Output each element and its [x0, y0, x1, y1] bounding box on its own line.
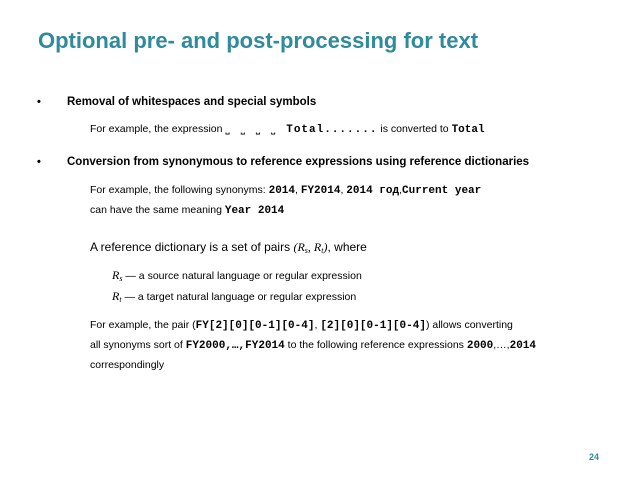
pair-open: ( [293, 240, 298, 254]
dict-text-suffix: , where [327, 240, 367, 254]
pair-suffix: ) allows converting [425, 319, 513, 331]
example-prefix: For example, the expression [90, 123, 223, 135]
range-mid: ,…, [225, 340, 246, 352]
comma: , [295, 184, 298, 196]
dict-text-prefix: A reference dictionary is a set of pairs [90, 240, 291, 254]
rs-definition [112, 268, 362, 286]
example-output: Total [451, 124, 485, 136]
pair-right-expr: [2][0][0-1][0-4] [320, 320, 426, 332]
conv-to-2: 2014 [509, 340, 537, 352]
comma: , [399, 184, 403, 196]
dictionary-definition [90, 240, 367, 258]
r-letter: R [112, 289, 120, 303]
r-letter: R [112, 268, 120, 282]
synonym-4: Current year [402, 185, 482, 197]
synonyms-line [90, 183, 481, 198]
synonym-2: FY2014 [300, 185, 341, 197]
sub-s: s [119, 274, 123, 283]
rt-def-text: — a target natural language or regular expression [124, 291, 357, 303]
sub-t: t [321, 246, 324, 255]
pair-example-line [90, 318, 513, 333]
sub-s: s [304, 246, 308, 255]
page-title: Optional pre- and post-processing for text [38, 28, 479, 53]
rt-definition [112, 289, 356, 307]
section1-heading: Removal of whitespaces and special symbols [67, 96, 317, 108]
range-mid: ,…, [493, 339, 510, 351]
bullet-marker: • [37, 96, 41, 108]
conv-from-1: FY2000 [185, 340, 226, 352]
pair-prefix: For example, the pair ( [90, 319, 196, 331]
pair-left-expr: FY[2][0][0-1][0-4] [195, 320, 315, 332]
conv-mid: to the following reference expressions [287, 339, 464, 351]
pair-close: ) [323, 240, 328, 254]
correspondingly-line: correspondingly [90, 359, 165, 371]
bullet-marker: • [37, 156, 41, 168]
meaning-prefix: can have the same meaning [90, 204, 222, 216]
conv-prefix: all synonyms sort of [90, 339, 183, 351]
section1-example [90, 122, 485, 137]
conv-from-2: FY2014 [245, 340, 285, 352]
example-mid: is converted to [380, 123, 449, 135]
pair-comma: , [307, 240, 314, 254]
meaning-value: Year 2014 [224, 205, 285, 217]
sub-t: t [119, 295, 122, 304]
comma: , [340, 184, 344, 196]
example-input: ˽ ˽ ˽ ˽ Total....... [225, 124, 378, 136]
synonym-1: 2014 [268, 185, 295, 197]
synonym-3: 2014 год [346, 185, 400, 197]
syn-prefix: For example, the following synonyms: [90, 184, 266, 196]
r-letter: R [313, 240, 322, 254]
section2-heading: Conversion from synonymous to reference expressions using reference dictionaries [67, 156, 530, 168]
rs-def-text: — a source natural language or regular expression [125, 270, 362, 282]
page-number: 24 [589, 452, 600, 462]
meaning-line [90, 203, 284, 218]
r-letter: R [297, 240, 305, 254]
conv-to-1: 2000 [466, 340, 494, 352]
pair-separator: , [314, 319, 321, 331]
conversion-line [90, 338, 536, 353]
